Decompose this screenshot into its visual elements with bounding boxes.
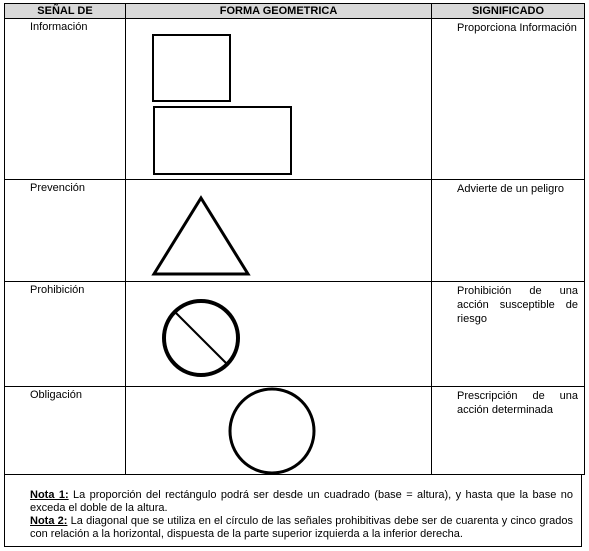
signs-table [4,3,585,475]
triangle-shape [154,198,248,274]
row-label: Obligación [30,389,82,401]
obligation-shapes [126,387,432,474]
row-meaning: Advierte de un peligro [457,183,565,195]
note-2-key: Nota 2: [30,515,68,527]
row-label: Prohibición [30,284,85,296]
header-senal: SEÑAL DE [5,4,126,19]
meaning-cell [432,387,585,475]
shape-cell [126,387,432,475]
header-forma: FORMA GEOMETRICA [126,4,432,19]
prevention-shapes [126,180,432,281]
row-meaning: Prescripción de una acción determinada [457,390,578,416]
row-label-cell [5,282,126,387]
table-row [5,180,585,282]
note-1-key: Nota 1: [30,489,69,501]
note-2-text: La diagonal que se utiliza en el círculo de las señales prohibitivas debe ser de cuarenta y cinco grados con relación a la horizontal, dispuesta de la parte superior izquierda a la inferior derecha. [30,515,573,540]
meaning-cell [432,180,585,282]
diagonal-line [175,312,227,364]
shape-cell [126,180,432,282]
rectangle-shape [154,107,291,174]
row-label-cell [5,387,126,475]
table-header-row [5,4,585,19]
row-meaning: Prohibición de una acción susceptible de riesgo [457,285,578,325]
header-significado: SIGNIFICADO [432,4,585,19]
table-row [5,19,585,180]
table-row [5,387,585,475]
row-label: Prevención [30,182,86,194]
row-meaning: Proporciona Información [457,22,577,34]
note-1-text: La proporción del rectángulo podrá ser desde un cuadrado (base = altura), y hasta que la base no exceda el doble de la altura. [30,489,573,514]
notes-box [4,474,582,547]
meaning-cell [432,282,585,387]
note-2 [30,515,573,541]
shape-cell [126,19,432,180]
note-1 [30,489,573,515]
row-label: Información [30,21,88,33]
circle-shape [230,389,314,473]
square-shape [153,35,230,101]
prohibition-shapes [126,282,432,386]
table-row [5,282,585,387]
information-shapes [126,19,432,179]
row-label-cell [5,19,126,180]
meaning-cell [432,19,585,180]
row-label-cell [5,180,126,282]
shape-cell [126,282,432,387]
